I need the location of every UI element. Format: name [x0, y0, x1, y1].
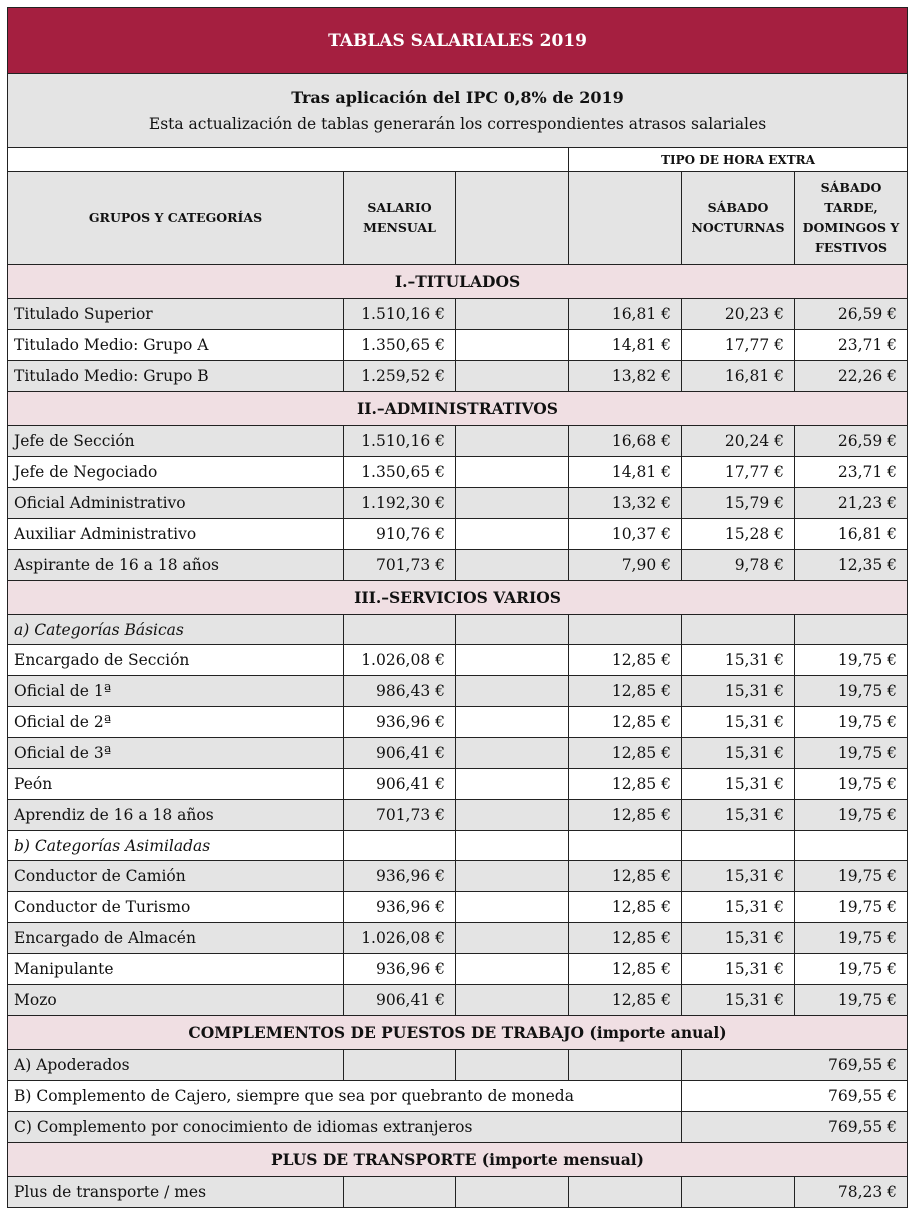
- subsection-basicas: a) Categorías Básicas: [8, 615, 344, 645]
- overtime-cell: 12,85 €: [569, 769, 682, 800]
- category-cell: Titulado Superior: [8, 299, 344, 330]
- category-cell: Conductor de Turismo: [8, 892, 344, 923]
- overtime-cell: 12,85 €: [569, 645, 682, 676]
- empty-cell: [456, 550, 569, 581]
- category-cell: Oficial de 2ª: [8, 707, 344, 738]
- col-header-blank: [456, 172, 569, 265]
- saturday-afternoon-cell: 21,23 €: [795, 488, 908, 519]
- category-cell: Conductor de Camión: [8, 861, 344, 892]
- saturday-afternoon-cell: 19,75 €: [795, 985, 908, 1016]
- col-header-saturday-afternoon: SÁBADO TARDE, DOMINGOS Y FESTIVOS: [795, 172, 908, 265]
- saturday-afternoon-cell: 19,75 €: [795, 645, 908, 676]
- table-row: [8, 861, 908, 892]
- saturday-night-cell: 15,31 €: [682, 645, 795, 676]
- overtime-type-header: TIPO DE HORA EXTRA: [569, 148, 908, 172]
- empty-cell: [456, 861, 569, 892]
- empty-cell: [456, 645, 569, 676]
- saturday-afternoon-cell: 19,75 €: [795, 676, 908, 707]
- table-row: [8, 299, 908, 330]
- table-row: [8, 361, 908, 392]
- section-complementos: COMPLEMENTOS DE PUESTOS DE TRABAJO (importe anual): [8, 1016, 908, 1050]
- empty-cell: [456, 800, 569, 831]
- saturday-night-cell: 15,31 €: [682, 892, 795, 923]
- subcategory-row: [8, 831, 908, 861]
- overtime-cell: 12,85 €: [569, 892, 682, 923]
- overtime-cell: 10,37 €: [569, 519, 682, 550]
- table-row: [8, 738, 908, 769]
- salary-cell: 906,41 €: [344, 985, 456, 1016]
- saturday-night-cell: 15,31 €: [682, 707, 795, 738]
- section-servicios: III.–SERVICIOS VARIOS: [8, 581, 908, 615]
- table-row: [8, 707, 908, 738]
- table-row: [8, 923, 908, 954]
- table-row: [8, 330, 908, 361]
- saturday-night-cell: 15,31 €: [682, 800, 795, 831]
- empty-cell: [456, 361, 569, 392]
- salary-cell: 910,76 €: [344, 519, 456, 550]
- column-header-row: [8, 172, 908, 265]
- saturday-night-cell: 20,24 €: [682, 426, 795, 457]
- saturday-afternoon-cell: 19,75 €: [795, 861, 908, 892]
- overtime-cell: 16,81 €: [569, 299, 682, 330]
- empty-cell: [456, 330, 569, 361]
- category-cell: Jefe de Sección: [8, 426, 344, 457]
- empty-cell: [344, 1050, 456, 1081]
- saturday-afternoon-cell: 16,81 €: [795, 519, 908, 550]
- salary-table-document: [7, 7, 907, 1208]
- subtitle-ipc: Tras aplicación del IPC 0,8% de 2019: [291, 88, 624, 107]
- complement-row: [8, 1081, 908, 1112]
- complement-amount: 769,55 €: [682, 1081, 908, 1112]
- complement-label: A) Apoderados: [8, 1050, 344, 1081]
- saturday-night-cell: 15,31 €: [682, 676, 795, 707]
- complement-amount: 769,55 €: [682, 1112, 908, 1143]
- section-plus-transporte: PLUS DE TRANSPORTE (importe mensual): [8, 1143, 908, 1177]
- saturday-night-cell: 20,23 €: [682, 299, 795, 330]
- salary-cell: 906,41 €: [344, 769, 456, 800]
- empty-cell: [456, 615, 569, 645]
- table-row: [8, 769, 908, 800]
- salary-cell: 701,73 €: [344, 800, 456, 831]
- category-cell: Oficial de 1ª: [8, 676, 344, 707]
- saturday-night-cell: 15,31 €: [682, 923, 795, 954]
- salary-cell: 701,73 €: [344, 550, 456, 581]
- saturday-afternoon-cell: 19,75 €: [795, 923, 908, 954]
- table-row: [8, 985, 908, 1016]
- overtime-cell: 13,82 €: [569, 361, 682, 392]
- category-cell: Encargado de Almacén: [8, 923, 344, 954]
- overtime-cell: 12,85 €: [569, 985, 682, 1016]
- salary-cell: 936,96 €: [344, 892, 456, 923]
- saturday-afternoon-cell: 12,35 €: [795, 550, 908, 581]
- overtime-cell: 14,81 €: [569, 457, 682, 488]
- col-header-groups: GRUPOS Y CATEGORÍAS: [8, 172, 344, 265]
- category-cell: Jefe de Negociado: [8, 457, 344, 488]
- plus-amount: 78,23 €: [795, 1177, 908, 1208]
- empty-cell: [456, 707, 569, 738]
- overtime-type-row: [8, 148, 908, 172]
- category-cell: Aprendiz de 16 a 18 años: [8, 800, 344, 831]
- complement-label: C) Complemento por conocimiento de idiomas extranjeros: [8, 1112, 682, 1143]
- salary-cell: 906,41 €: [344, 738, 456, 769]
- empty-cell: [456, 831, 569, 861]
- saturday-afternoon-cell: 19,75 €: [795, 707, 908, 738]
- saturday-afternoon-cell: 23,71 €: [795, 457, 908, 488]
- category-cell: Oficial Administrativo: [8, 488, 344, 519]
- salary-cell: 1.192,30 €: [344, 488, 456, 519]
- overtime-cell: 12,85 €: [569, 861, 682, 892]
- empty-cell: [569, 831, 682, 861]
- saturday-afternoon-cell: 19,75 €: [795, 738, 908, 769]
- saturday-afternoon-cell: 19,75 €: [795, 800, 908, 831]
- saturday-afternoon-cell: 26,59 €: [795, 426, 908, 457]
- saturday-afternoon-cell: 19,75 €: [795, 892, 908, 923]
- empty-cell: [456, 985, 569, 1016]
- category-cell: Titulado Medio: Grupo B: [8, 361, 344, 392]
- empty-cell: [682, 831, 795, 861]
- empty-cell: [682, 1177, 795, 1208]
- overtime-cell: 7,90 €: [569, 550, 682, 581]
- saturday-afternoon-cell: 26,59 €: [795, 299, 908, 330]
- empty-cell: [456, 892, 569, 923]
- overtime-cell: 16,68 €: [569, 426, 682, 457]
- section-titulados: I.–TITULADOS: [8, 265, 908, 299]
- empty-cell: [456, 923, 569, 954]
- salary-cell: 936,96 €: [344, 954, 456, 985]
- saturday-night-cell: 17,77 €: [682, 330, 795, 361]
- empty-cell: [456, 457, 569, 488]
- table-row: [8, 550, 908, 581]
- empty-cell: [795, 615, 908, 645]
- saturday-afternoon-cell: 23,71 €: [795, 330, 908, 361]
- col-header-saturday-night: SÁBADO NOCTURNAS: [682, 172, 795, 265]
- saturday-night-cell: 15,79 €: [682, 488, 795, 519]
- saturday-night-cell: 15,31 €: [682, 738, 795, 769]
- salary-cell: 1.259,52 €: [344, 361, 456, 392]
- salary-cell: 1.510,16 €: [344, 299, 456, 330]
- salary-cell: 1.510,16 €: [344, 426, 456, 457]
- saturday-night-cell: 15,31 €: [682, 861, 795, 892]
- subtitle-note: Esta actualización de tablas generarán los correspondientes atrasos salariales: [148, 115, 767, 133]
- saturday-night-cell: 15,31 €: [682, 769, 795, 800]
- saturday-night-cell: 15,31 €: [682, 985, 795, 1016]
- overtime-cell: 12,85 €: [569, 954, 682, 985]
- salary-cell: 936,96 €: [344, 861, 456, 892]
- salary-cell: 986,43 €: [344, 676, 456, 707]
- table-row: [8, 954, 908, 985]
- saturday-afternoon-cell: 22,26 €: [795, 361, 908, 392]
- category-cell: Titulado Medio: Grupo A: [8, 330, 344, 361]
- empty-cell: [456, 1177, 569, 1208]
- overtime-cell: 13,32 €: [569, 488, 682, 519]
- table-row: [8, 676, 908, 707]
- salary-cell: 936,96 €: [344, 707, 456, 738]
- empty-cell: [795, 831, 908, 861]
- empty-cell: [456, 676, 569, 707]
- subtitle-row: [8, 74, 908, 148]
- overtime-cell: 12,85 €: [569, 738, 682, 769]
- section-header-row: [8, 392, 908, 426]
- table-row: [8, 457, 908, 488]
- complement-row: [8, 1112, 908, 1143]
- empty-cell: [344, 615, 456, 645]
- col-header-blank-2: [569, 172, 682, 265]
- empty-cell: [569, 615, 682, 645]
- saturday-night-cell: 17,77 €: [682, 457, 795, 488]
- table-row: [8, 426, 908, 457]
- empty-cell: [456, 738, 569, 769]
- overtime-cell: 12,85 €: [569, 707, 682, 738]
- empty-cell: [456, 769, 569, 800]
- table-row: [8, 519, 908, 550]
- salary-table: [7, 7, 908, 1208]
- empty-cell: [456, 426, 569, 457]
- empty-cell: [569, 1050, 682, 1081]
- overtime-cell: 12,85 €: [569, 676, 682, 707]
- plus-row: [8, 1177, 908, 1208]
- empty-cell: [456, 299, 569, 330]
- blank-cell: [8, 148, 569, 172]
- empty-cell: [344, 831, 456, 861]
- saturday-night-cell: 15,28 €: [682, 519, 795, 550]
- table-row: [8, 645, 908, 676]
- category-cell: Peón: [8, 769, 344, 800]
- category-cell: Oficial de 3ª: [8, 738, 344, 769]
- salary-cell: 1.350,65 €: [344, 330, 456, 361]
- table-row: [8, 488, 908, 519]
- category-cell: Aspirante de 16 a 18 años: [8, 550, 344, 581]
- complement-label: B) Complemento de Cajero, siempre que sea por quebranto de moneda: [8, 1081, 682, 1112]
- section-header-row: [8, 1143, 908, 1177]
- section-header-row: [8, 581, 908, 615]
- empty-cell: [456, 1050, 569, 1081]
- plus-label: Plus de transporte / mes: [8, 1177, 344, 1208]
- empty-cell: [456, 519, 569, 550]
- saturday-afternoon-cell: 19,75 €: [795, 954, 908, 985]
- category-cell: Auxiliar Administrativo: [8, 519, 344, 550]
- section-header-row: [8, 1016, 908, 1050]
- document-title: TABLAS SALARIALES 2019: [8, 8, 908, 74]
- section-administrativos: II.–ADMINISTRATIVOS: [8, 392, 908, 426]
- saturday-night-cell: 16,81 €: [682, 361, 795, 392]
- complement-amount: 769,55 €: [682, 1050, 908, 1081]
- empty-cell: [456, 954, 569, 985]
- category-cell: Manipulante: [8, 954, 344, 985]
- table-row: [8, 892, 908, 923]
- salary-cell: 1.350,65 €: [344, 457, 456, 488]
- category-cell: Encargado de Sección: [8, 645, 344, 676]
- saturday-night-cell: 15,31 €: [682, 954, 795, 985]
- overtime-cell: 12,85 €: [569, 923, 682, 954]
- saturday-afternoon-cell: 19,75 €: [795, 769, 908, 800]
- subsection-asimiladas: b) Categorías Asimiladas: [8, 831, 344, 861]
- subtitle-cell: [8, 74, 908, 148]
- empty-cell: [569, 1177, 682, 1208]
- empty-cell: [682, 615, 795, 645]
- category-cell: Mozo: [8, 985, 344, 1016]
- overtime-cell: 12,85 €: [569, 800, 682, 831]
- section-header-row: [8, 265, 908, 299]
- empty-cell: [456, 488, 569, 519]
- empty-cell: [344, 1177, 456, 1208]
- overtime-cell: 14,81 €: [569, 330, 682, 361]
- title-row: [8, 8, 908, 74]
- table-row: [8, 800, 908, 831]
- salary-cell: 1.026,08 €: [344, 923, 456, 954]
- saturday-night-cell: 9,78 €: [682, 550, 795, 581]
- col-header-salary: SALARIO MENSUAL: [344, 172, 456, 265]
- salary-cell: 1.026,08 €: [344, 645, 456, 676]
- complement-row: [8, 1050, 908, 1081]
- subcategory-row: [8, 615, 908, 645]
